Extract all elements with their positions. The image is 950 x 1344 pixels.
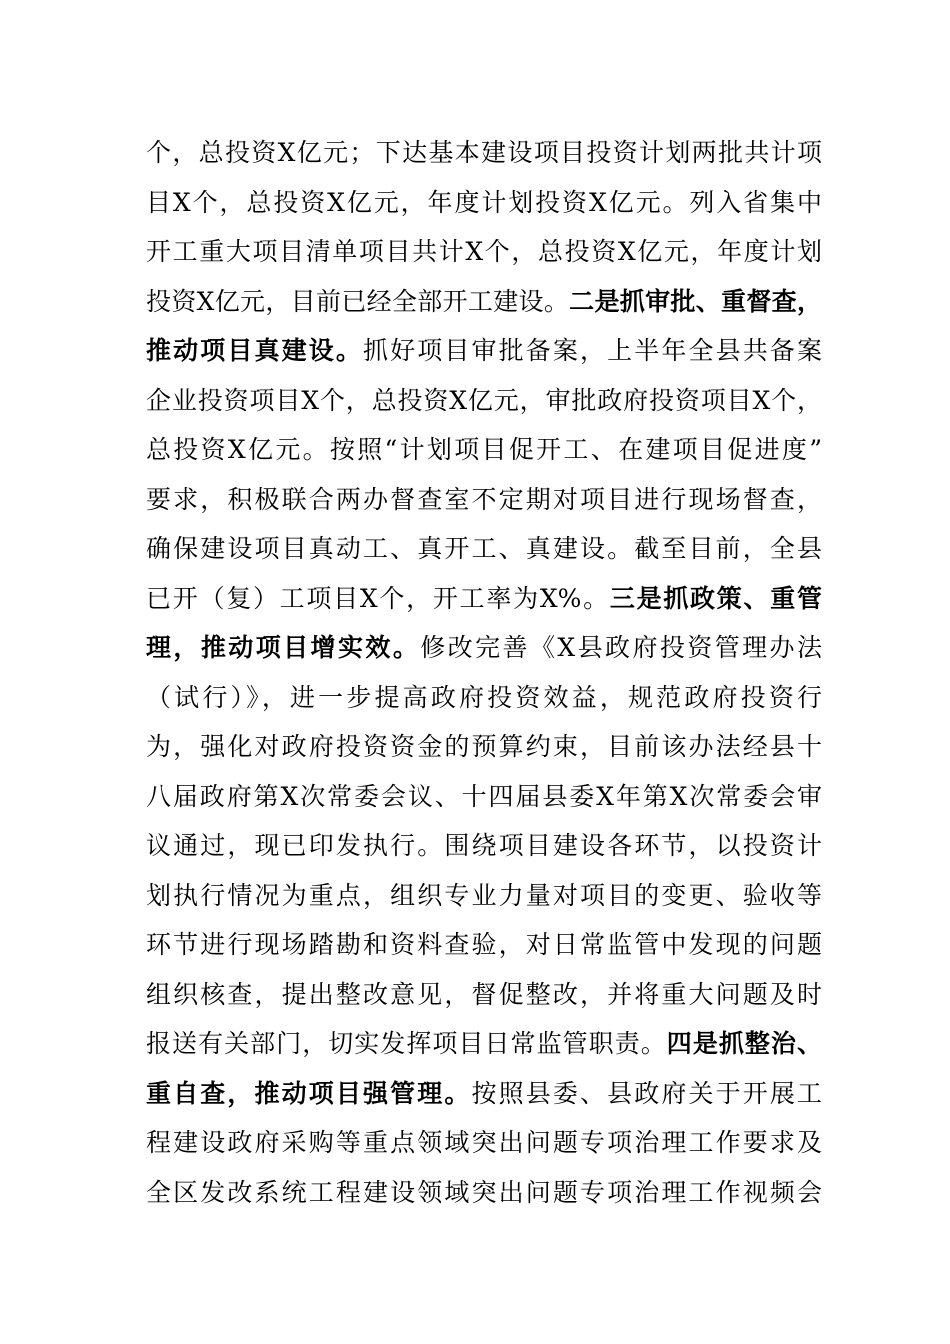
text-line xyxy=(146,970,822,1020)
text-segment: 确保建设项目真动工、真开工、真建设。截至目前，全县 xyxy=(146,534,822,563)
text-segment: 报送有关部门，切实发挥项目日常监管职责。 xyxy=(146,1029,667,1058)
text-line xyxy=(146,475,822,525)
text-line xyxy=(146,277,822,327)
text-line xyxy=(146,425,822,475)
text-line xyxy=(146,871,822,921)
text-line xyxy=(146,376,822,426)
text-line xyxy=(146,772,822,822)
text-segment: 已开（复）工项目X个，开工率为X%。 xyxy=(146,583,610,613)
text-line xyxy=(146,1118,822,1168)
text-line xyxy=(146,920,822,970)
text-segment: 环节进行现场踏勘和资料查验，对日常监管中发现的问题 xyxy=(146,930,822,959)
bold-heading-phrase: 理，推动项目增实效。 xyxy=(146,633,421,662)
text-line xyxy=(146,623,822,673)
text-segment: 为，强化对政府投资资金的预算约束，目前该办法经县十 xyxy=(146,732,822,761)
text-segment: 目X个，总投资X亿元，年度计划投资X亿元。列入省集中 xyxy=(146,187,822,217)
text-line xyxy=(146,821,822,871)
text-segment: 个，总投资X亿元；下达基本建设项目投资计划两批共计项 xyxy=(146,138,822,167)
bold-heading-phrase: 四是抓整治、 xyxy=(666,1029,822,1058)
text-line xyxy=(146,673,822,723)
text-segment: 划执行情况为重点，组织专业力量对项目的变更、验收等 xyxy=(146,880,822,910)
text-line xyxy=(146,326,822,376)
text-segment: 八届政府第X次常委会议、十四届县委X年第X次常委会审 xyxy=(146,781,822,811)
text-segment: 组织核查，提出整改意见，督促整改，并将重大问题及时 xyxy=(146,979,822,1009)
text-line xyxy=(146,1019,822,1069)
bold-heading-phrase: 二是抓审批、重督查， xyxy=(569,286,822,316)
text-segment: 按照县委、县政府关于开展工 xyxy=(471,1078,822,1108)
text-segment: 开工重大项目清单项目共计X个，总投资X亿元，年度计划 xyxy=(146,237,822,266)
text-line xyxy=(146,574,822,624)
bold-heading-phrase: 三是抓政策、重管 xyxy=(609,583,822,613)
text-line xyxy=(146,524,822,574)
text-segment: 总投资X亿元。按照“计划项目促开工、在建项目促进度” xyxy=(146,435,822,464)
text-segment: 企业投资项目X个，总投资X亿元，审批政府投资项目X个， xyxy=(146,385,822,415)
text-segment: 程建设政府采购等重点领域突出问题专项治理工作要求及 xyxy=(146,1128,822,1157)
text-line xyxy=(146,1069,822,1119)
text-line xyxy=(146,722,822,772)
text-segment: （试行）》，进一步提高政府投资效益，规范政府投资行 xyxy=(146,682,822,712)
text-line xyxy=(146,178,822,228)
text-segment: 要求，积极联合两办督查室不定期对项目进行现场督查， xyxy=(146,484,822,514)
text-line xyxy=(146,1168,822,1218)
text-line xyxy=(146,227,822,277)
text-line xyxy=(146,128,822,178)
bold-heading-phrase: 推动项目真建设。 xyxy=(146,336,363,365)
text-segment: 投资X亿元，目前已经全部开工建设。 xyxy=(146,286,570,316)
body-paragraph xyxy=(146,128,822,1217)
text-segment: 全区发改系统工程建设领域突出问题专项治理工作视频会 xyxy=(146,1177,822,1207)
text-segment: 抓好项目审批备案，上半年全县共备案 xyxy=(363,336,822,365)
text-segment: 议通过，现已印发执行。围绕项目建设各环节，以投资计 xyxy=(146,831,822,860)
bold-heading-phrase: 重自查，推动项目强管理。 xyxy=(146,1078,472,1108)
text-segment: 修改完善《X县政府投资管理办法 xyxy=(420,633,822,662)
